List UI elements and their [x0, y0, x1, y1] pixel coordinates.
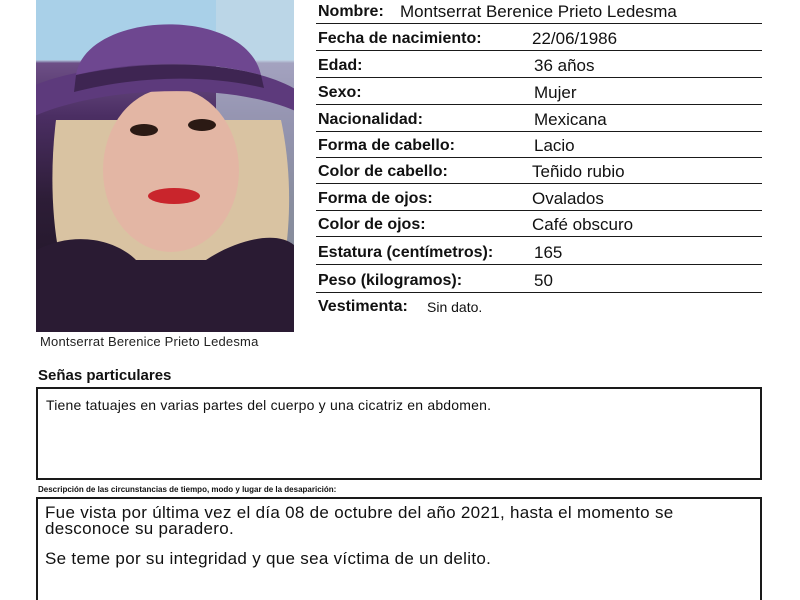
- field-label: Estatura (centímetros):: [318, 244, 494, 261]
- field-label: Forma de cabello:: [318, 137, 455, 154]
- field-value: 165: [534, 243, 563, 262]
- field-label: Sexo:: [318, 84, 362, 101]
- field-nombre: [316, 0, 762, 24]
- field-forma-ojos: [316, 187, 762, 211]
- field-value: 36 años: [534, 56, 595, 75]
- field-label: Edad:: [318, 57, 363, 74]
- senas-box: [36, 387, 762, 480]
- field-vestimenta: [316, 294, 762, 318]
- field-value: 50: [534, 271, 553, 290]
- field-value: Montserrat Berenice Prieto Ledesma: [400, 2, 677, 21]
- field-label: Vestimenta:: [318, 298, 408, 315]
- field-value: Lacio: [534, 136, 575, 155]
- field-label: Color de ojos:: [318, 216, 426, 233]
- field-value: Teñido rubio: [532, 162, 625, 181]
- field-label: Color de cabello:: [318, 163, 448, 180]
- field-label: Peso (kilogramos):: [318, 272, 463, 289]
- field-value: Ovalados: [532, 189, 604, 208]
- field-estatura: [316, 241, 762, 265]
- field-label: Forma de ojos:: [318, 190, 433, 207]
- field-value: 22/06/1986: [532, 29, 618, 48]
- field-color-cabello: [316, 160, 762, 184]
- senas-title: Señas particulares: [38, 367, 172, 384]
- field-label: Nacionalidad:: [318, 111, 423, 128]
- field-value: Mujer: [534, 83, 577, 102]
- field-label: Nombre:: [318, 3, 384, 20]
- field-value: Sin dato.: [427, 299, 483, 315]
- descripcion-paragraph: Fue vista por última vez el día 08 de octubre del año 2021, hasta el momento se desconoce su paradero.: [45, 503, 674, 538]
- photo-caption: Montserrat Berenice Prieto Ledesma: [40, 334, 259, 349]
- descripcion-paragraph: Se teme por su integridad y que sea víctima de un delito.: [45, 549, 492, 568]
- field-sexo: [316, 81, 762, 105]
- senas-text: Tiene tatuajes en varias partes del cuerpo y una cicatriz en abdomen.: [46, 397, 492, 413]
- field-value: Mexicana: [534, 110, 607, 129]
- field-label: Fecha de nacimiento:: [318, 30, 482, 47]
- field-nacionalidad: [316, 108, 762, 132]
- field-value: Café obscuro: [532, 215, 634, 234]
- field-peso: [316, 269, 762, 293]
- person-photo: [36, 0, 294, 332]
- descripcion-box: [36, 497, 762, 600]
- field-edad: [316, 54, 762, 78]
- field-fecha-nacimiento: [316, 27, 762, 51]
- field-forma-cabello: [316, 134, 762, 158]
- field-color-ojos: [316, 213, 762, 237]
- person-photo-illustration: [36, 0, 294, 332]
- descripcion-title: Descripción de las circunstancias de tiempo, modo y lugar de la desaparición:: [38, 485, 337, 494]
